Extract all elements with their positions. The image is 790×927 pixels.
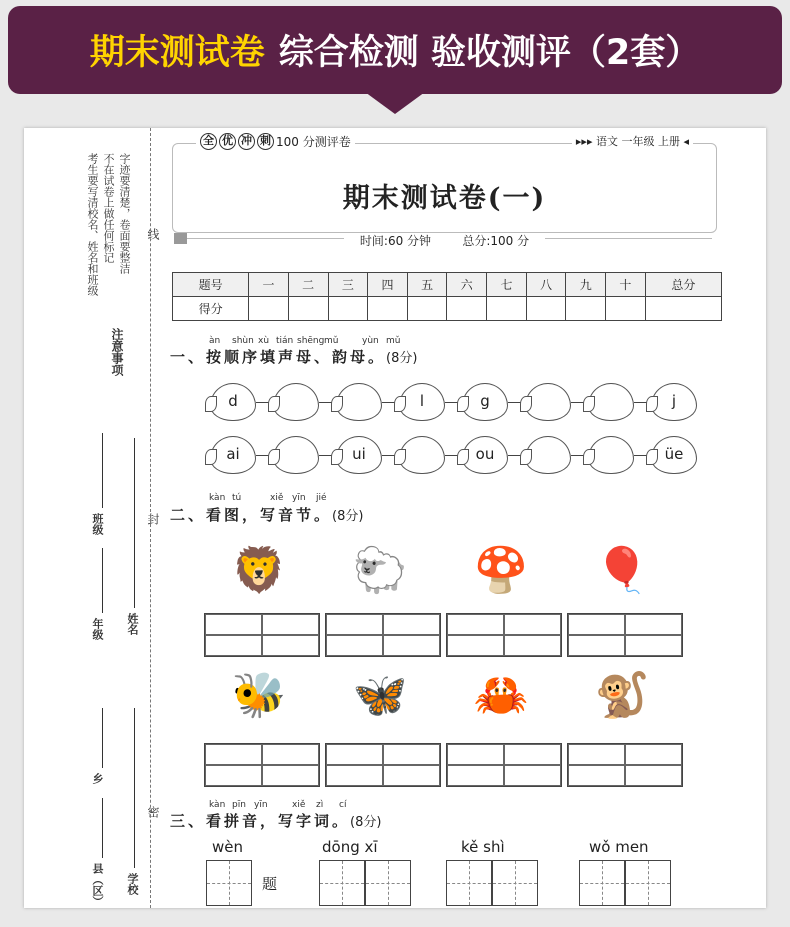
top-banner	[8, 6, 782, 94]
grid-cell[interactable]	[504, 614, 561, 635]
grid-cell[interactable]	[326, 765, 383, 786]
banner-pointer	[365, 92, 425, 114]
peach-blank[interactable]	[588, 383, 634, 421]
field-grade-label: 年级	[91, 618, 104, 640]
field-county-label: 县（区）	[91, 863, 104, 907]
grid-cell[interactable]	[262, 744, 319, 765]
score-cell[interactable]	[606, 297, 646, 321]
seal-mark-mi: 密	[146, 806, 160, 818]
pinyin: mǔ	[386, 336, 401, 346]
grid-cell[interactable]	[205, 765, 262, 786]
peach-given: ai	[210, 436, 256, 474]
monkey-icon: 🐒	[594, 670, 650, 721]
cell: 四	[368, 273, 408, 297]
notice-line-1: 考生要写清校名、姓名和班级	[86, 153, 99, 296]
q3-pinyin-word: wèn	[212, 838, 244, 856]
score-cell[interactable]	[368, 297, 408, 321]
cell: 总分	[645, 273, 721, 297]
grid-cell[interactable]	[568, 614, 625, 635]
seal-dashed-line	[150, 128, 151, 908]
grid-cell[interactable]	[447, 635, 504, 656]
pinyin: zì	[316, 800, 324, 810]
syllable-writing-grid[interactable]	[567, 743, 683, 787]
cell: 题号	[173, 273, 249, 297]
syllable-writing-grid[interactable]	[325, 613, 441, 657]
score-cell[interactable]	[249, 297, 289, 321]
score-table	[172, 272, 722, 321]
total-score: 总分:100 分	[454, 234, 537, 248]
time-info	[172, 232, 717, 249]
field-school-label: 学校	[126, 873, 139, 895]
grid-cell[interactable]	[625, 744, 682, 765]
butterfly-icon: 🦋	[352, 670, 408, 721]
grid-cell[interactable]	[447, 744, 504, 765]
mushroom-icon: 🍄	[473, 545, 529, 596]
cell: 一	[249, 273, 289, 297]
brand-char: 优	[219, 133, 236, 150]
brand-logo	[196, 133, 355, 150]
score-table-header-row	[173, 273, 722, 297]
grid-cell[interactable]	[205, 744, 262, 765]
q3-pinyin-word: dōng xī	[322, 838, 378, 856]
peach-given: ui	[336, 436, 382, 474]
syllable-writing-grid[interactable]	[204, 743, 320, 787]
peach-blank[interactable]	[399, 436, 445, 474]
pinyin: xiě	[270, 493, 284, 503]
cell: 得分	[173, 297, 249, 321]
peach-blank[interactable]	[273, 436, 319, 474]
grid-cell[interactable]	[326, 744, 383, 765]
q3-pinyin-word: kě shì	[461, 838, 505, 856]
seal-mark-feng: 封	[146, 513, 160, 525]
exam-paper	[24, 128, 766, 908]
score-cell[interactable]	[328, 297, 368, 321]
grid-cell[interactable]	[504, 744, 561, 765]
banner-title: 期末测试卷	[89, 33, 265, 73]
grid-cell[interactable]	[504, 765, 561, 786]
field-class-label: 班级	[91, 513, 104, 535]
name-line[interactable]	[134, 438, 135, 608]
grid-cell[interactable]	[625, 765, 682, 786]
score-cell[interactable]	[487, 297, 527, 321]
notice-line-2: 不在试卷上做任何标记	[102, 153, 115, 263]
grid-cell[interactable]	[262, 635, 319, 656]
field-township-label: 乡	[91, 773, 104, 784]
syllable-writing-grid[interactable]	[325, 743, 441, 787]
class-line[interactable]	[102, 433, 103, 508]
score-table-score-row	[173, 297, 722, 321]
cell: 三	[328, 273, 368, 297]
pinyin: yīn	[254, 800, 268, 810]
brand-tail: 100 分测评卷	[276, 135, 351, 149]
cell: 九	[566, 273, 606, 297]
grid-cell[interactable]	[625, 614, 682, 635]
tianzige-box[interactable]	[365, 860, 411, 906]
grid-cell[interactable]	[326, 614, 383, 635]
peach-blank[interactable]	[588, 436, 634, 474]
peach-given: j	[651, 383, 697, 421]
pinyin: shùn	[232, 336, 254, 346]
tianzige-box[interactable]	[446, 860, 492, 906]
pinyin: kàn	[209, 800, 226, 810]
pinyin: xù	[258, 336, 270, 346]
township-line[interactable]	[102, 708, 103, 768]
field-name-label: 姓名	[126, 613, 139, 635]
grid-cell[interactable]	[383, 635, 440, 656]
pinyin: shēng	[297, 336, 325, 346]
pinyin: yùn	[362, 336, 379, 346]
seal-mark-line: 线	[146, 228, 160, 240]
grid-cell[interactable]	[205, 614, 262, 635]
peach-blank[interactable]	[273, 383, 319, 421]
q3-pinyin-word: wǒ men	[589, 838, 649, 856]
q3-inline-char: 题	[262, 875, 278, 893]
brand-char: 冲	[238, 133, 255, 150]
grid-cell[interactable]	[447, 614, 504, 635]
grid-cell[interactable]	[625, 635, 682, 656]
cell: 二	[288, 273, 328, 297]
grid-cell[interactable]	[205, 635, 262, 656]
grid-cell[interactable]	[568, 765, 625, 786]
peach-given: g	[462, 383, 508, 421]
grid-cell[interactable]	[568, 635, 625, 656]
notice-title: 注意事项	[110, 328, 124, 376]
score-cell[interactable]	[288, 297, 328, 321]
school-line[interactable]	[134, 708, 135, 868]
score-cell[interactable]	[407, 297, 447, 321]
bee-icon: 🐝	[231, 670, 287, 721]
peach-given: ou	[462, 436, 508, 474]
pinyin: pīn	[232, 800, 246, 810]
brand-char: 全	[200, 133, 217, 150]
cell: 八	[526, 273, 566, 297]
question-2-title: 二、看图，写音节。(8分)	[170, 506, 364, 524]
score-cell[interactable]	[566, 297, 606, 321]
banner-subtitle: 综合检测 验收测评（2套）	[278, 33, 701, 73]
peach-blank[interactable]	[525, 383, 571, 421]
grid-cell[interactable]	[262, 765, 319, 786]
syllable-writing-grid[interactable]	[204, 613, 320, 657]
tianzige-box[interactable]	[625, 860, 671, 906]
pinyin: yīn	[292, 493, 306, 503]
pinyin: mǔ	[324, 336, 339, 346]
lion-icon: 🦁	[231, 545, 287, 596]
time-limit: 时间:60 分钟	[352, 234, 439, 248]
cell: 七	[487, 273, 527, 297]
exam-title: 期末测试卷(一)	[342, 183, 547, 214]
grade-line[interactable]	[102, 548, 103, 613]
syllable-writing-grid[interactable]	[446, 743, 562, 787]
tianzige-box[interactable]	[206, 860, 252, 906]
grid-cell[interactable]	[447, 765, 504, 786]
grid-cell[interactable]	[568, 744, 625, 765]
syllable-writing-grid[interactable]	[446, 613, 562, 657]
peach-blank[interactable]	[336, 383, 382, 421]
brand-char: 刺	[257, 133, 274, 150]
peach-blank[interactable]	[525, 436, 571, 474]
pinyin: àn	[209, 336, 221, 346]
grid-cell[interactable]	[383, 744, 440, 765]
grid-cell[interactable]	[262, 614, 319, 635]
grid-cell[interactable]	[383, 614, 440, 635]
county-line[interactable]	[102, 798, 103, 858]
pinyin: tián	[276, 336, 294, 346]
score-cell[interactable]	[447, 297, 487, 321]
cell: 五	[407, 273, 447, 297]
pinyin: tú	[232, 493, 242, 503]
grid-cell[interactable]	[504, 635, 561, 656]
pinyin: kàn	[209, 493, 226, 503]
cell: 十	[606, 273, 646, 297]
grid-cell[interactable]	[326, 635, 383, 656]
score-cell[interactable]	[645, 297, 721, 321]
pinyin: jié	[316, 493, 327, 503]
question-1-title: 一、按顺序填声母、韵母。(8分)	[170, 348, 418, 366]
paper-header	[172, 134, 717, 253]
score-cell[interactable]	[526, 297, 566, 321]
peach-given: d	[210, 383, 256, 421]
subject-label: ▸▸▸ 语文 一年级 上册 ◂	[572, 133, 693, 149]
tianzige-box[interactable]	[579, 860, 625, 906]
grid-cell[interactable]	[383, 765, 440, 786]
notice-line-3: 字迹要清楚，卷面要整洁	[118, 153, 131, 274]
question-3-title: 三、看拼音，写字词。(8分)	[170, 812, 382, 830]
syllable-writing-grid[interactable]	[567, 613, 683, 657]
pinyin: xiě	[292, 800, 306, 810]
tianzige-box[interactable]	[319, 860, 365, 906]
peach-given: l	[399, 383, 445, 421]
balloons-icon: 🎈	[594, 545, 650, 596]
pinyin: cí	[339, 800, 347, 810]
sheep-icon: 🐑	[352, 545, 408, 596]
tianzige-box[interactable]	[492, 860, 538, 906]
cell: 六	[447, 273, 487, 297]
crab-icon: 🦀	[473, 670, 529, 721]
peach-given: üe	[651, 436, 697, 474]
